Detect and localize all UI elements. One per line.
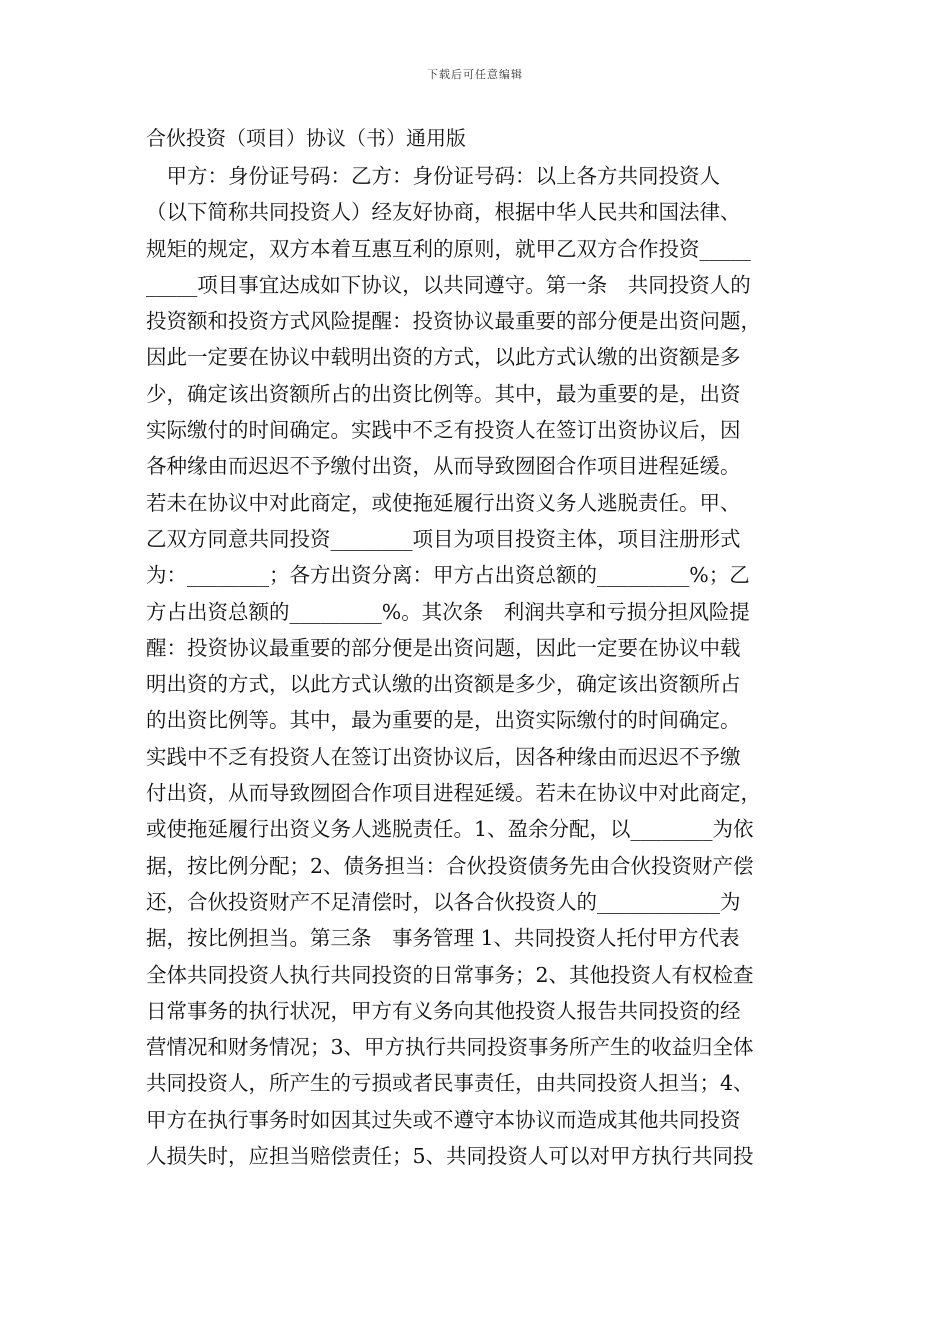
body-line: 甲方：身份证号码：乙方：身份证号码：以上各方共同投资人 xyxy=(146,164,720,188)
body-line: 营情况和财务情况；3、甲方执行共同投资事务所产生的收益归全体 xyxy=(146,1035,754,1060)
body-line: 实际缴付的时间确定。实践中不乏有投资人在签订出资协议后，因 xyxy=(146,418,741,443)
body-line: 实践中不乏有投资人在签订出资协议后，因各种缘由而迟迟不予缴 xyxy=(146,744,741,769)
header-note: 下载后可任意编辑 xyxy=(427,68,523,81)
body-line: 甲方在执行事务时如因其过失或不遵守本协议而造成其他共同投资 xyxy=(146,1107,741,1132)
body-line: 全体共同投资人执行共同投资的日常事务；2、其他投资人有权检查 xyxy=(146,962,754,987)
body-line: _____项目事宜达成如下协议，以共同遵守。第一条 共同投资人的 xyxy=(146,272,751,297)
document-body xyxy=(146,158,806,1174)
body-line: 为：________；各方出资分离：甲方占出资总额的_________%；乙 xyxy=(146,563,750,588)
body-line: 明出资的方式，以此方式认缴的出资额是多少，确定该出资额所占 xyxy=(146,672,741,697)
body-line: 共同投资人，所产生的亏损或者民事责任，由共同投资人担当；4、 xyxy=(146,1071,754,1096)
body-line: 据，按比例分配；2、债务担当：合伙投资债务先由合伙投资财产偿 xyxy=(146,853,754,878)
body-line: 乙双方同意共同投资________项目为项目投资主体，项目注册形式 xyxy=(146,526,741,551)
body-line: 各种缘由而迟迟不予缴付出资，从而导致囫囵合作项目进程延缓。 xyxy=(146,454,741,479)
body-line: 据，按比例担当。第三条 事务管理 1、共同投资人托付甲方代表 xyxy=(146,926,740,951)
body-line: 还，合伙投资财产不足清偿时，以各合伙投资人的____________为 xyxy=(146,889,741,914)
document-title: 合伙投资（项目）协议（书）通用版 xyxy=(146,126,466,150)
body-line: 的出资比例等。其中，最为重要的是，出资实际缴付的时间确定。 xyxy=(146,708,741,733)
body-line: 醒：投资协议最重要的部分便是出资问题，因此一定要在协议中载 xyxy=(146,635,741,660)
body-line: 付出资，从而导致囫囵合作项目进程延缓。若未在协议中对此商定， xyxy=(146,781,761,806)
body-line: 少，确定该出资额所占的出资比例等。其中，最为重要的是，出资 xyxy=(146,381,741,406)
body-line: 规矩的规定，双方本着互惠互利的原则，就甲乙双方合作投资_____ xyxy=(146,236,751,261)
body-line: 因此一定要在协议中载明出资的方式，以此方式认缴的出资额是多 xyxy=(146,345,741,370)
body-line: 投资额和投资方式风险提醒：投资协议最重要的部分便是出资问题， xyxy=(146,309,761,334)
body-line: 人损失时，应担当赔偿责任；5、共同投资人可以对甲方执行共同投 xyxy=(146,1144,754,1169)
body-line: 若未在协议中对此商定，或使拖延履行出资义务人逃脱责任。甲、 xyxy=(146,490,741,515)
body-line: 方占出资总额的_________%。其次条 利润共享和亏损分担风险提 xyxy=(146,599,750,624)
body-line: 日常事务的执行状况，甲方有义务向其他投资人报告共同投资的经 xyxy=(146,998,741,1023)
body-line: （以下简称共同投资人）经友好协商，根据中华人民共和国法律、 xyxy=(146,200,741,225)
body-line: 或使拖延履行出资义务人逃脱责任。1、盈余分配，以________为依 xyxy=(146,817,754,842)
